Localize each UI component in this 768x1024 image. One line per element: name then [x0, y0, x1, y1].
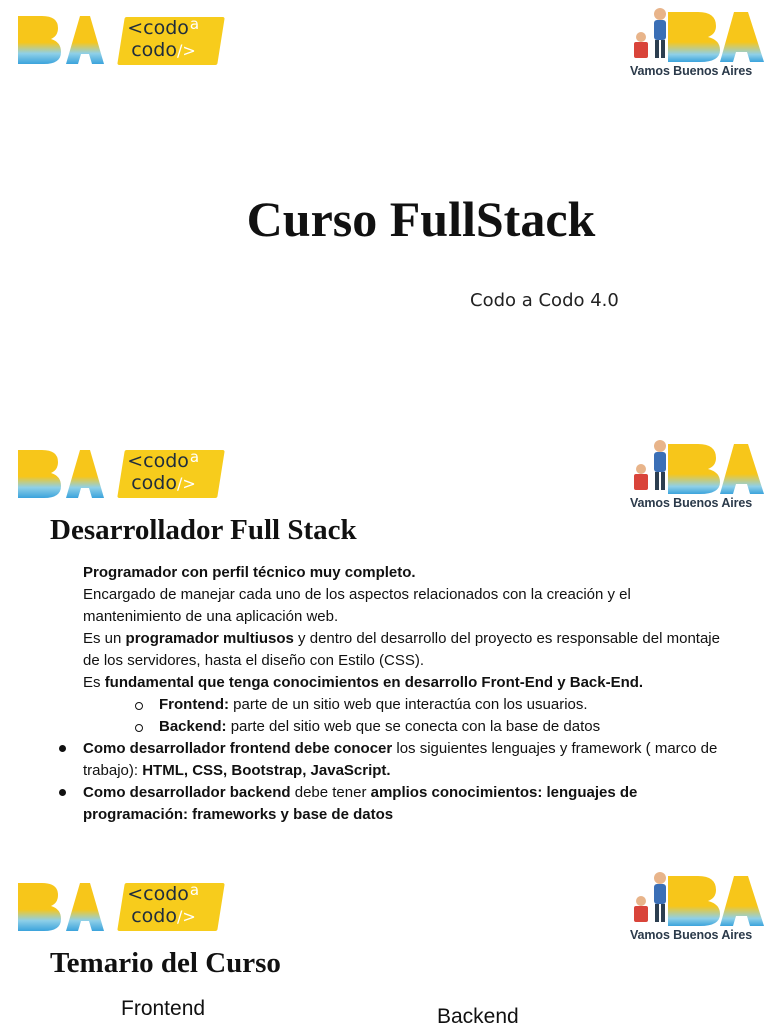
bullet-backend: Como desarrollador backend debe tener amplios conocimientos: lenguajes de programación: frameworks y base de datos	[83, 782, 723, 826]
codo-a-codo-logo: <codo$^a$ codo/>	[117, 450, 225, 498]
slide-title	[0, 0, 768, 430]
vamos-buenos-aires-text: Vamos Buenos Aires	[630, 928, 753, 942]
sub-item-frontend: Frontend: parte de un sitio web que interactúa con los usuarios.	[83, 694, 723, 716]
vamos-buenos-aires-logo	[628, 436, 768, 510]
bullet-dot-icon	[59, 789, 66, 796]
main-title: Curso FullStack	[246, 191, 596, 247]
ba-logo	[16, 14, 104, 66]
vamos-ba-mark-icon	[628, 436, 768, 496]
column-frontend-label: Frontend	[121, 997, 206, 1020]
vamos-ba-mark-icon	[628, 868, 768, 928]
column-backend-label: Backend	[437, 1005, 519, 1024]
fundamental-paragraph: Es fundamental que tenga conocimientos en desarrollo Front-End y Back-End.	[83, 674, 644, 691]
vamos-ba-mark-icon	[628, 4, 768, 64]
vamos-buenos-aires-text: Vamos Buenos Aires	[630, 64, 753, 78]
multiusos-paragraph: Es un programador multiusos y dentro del desarrollo del proyecto es responsable del montaje de los servidores, hasta el diseño con Estilo (CSS).	[83, 630, 720, 669]
codo-a-codo-logo: <codo$^a$ codo/>	[117, 17, 225, 65]
section-title: Temario del Curso	[50, 947, 281, 979]
intro-text: Encargado de manejar cada uno de los aspectos relacionados con la creación y el mantenimiento de una aplicación web.	[83, 586, 631, 625]
vamos-buenos-aires-logo	[628, 4, 768, 78]
subtitle: Codo a Codo 4.0	[470, 290, 619, 311]
bullet-dot-icon	[59, 745, 66, 752]
section-title: Desarrollador Full Stack	[50, 514, 357, 546]
ba-logo	[16, 881, 104, 933]
circle-bullet-icon	[135, 724, 143, 732]
codo-a-codo-logo: <codo$^a$ codo/>	[117, 883, 225, 931]
bullet-frontend: Como desarrollador frontend debe conocer los siguientes lenguajes y framework ( marco de trabajo): HTML, CSS, Bootstrap, JavaScript.	[83, 738, 723, 782]
circle-bullet-icon	[135, 702, 143, 710]
intro-heading: Programador con perfil técnico muy completo.	[83, 564, 416, 581]
slide-desarrollador	[0, 430, 768, 862]
vamos-buenos-aires-text: Vamos Buenos Aires	[630, 496, 753, 510]
slide-temario	[0, 862, 768, 1024]
ba-logo	[16, 448, 104, 500]
sub-item-backend: Backend: parte del sitio web que se conecta con la base de datos	[83, 716, 723, 738]
slide-content	[83, 562, 723, 826]
vamos-buenos-aires-logo	[628, 868, 768, 942]
